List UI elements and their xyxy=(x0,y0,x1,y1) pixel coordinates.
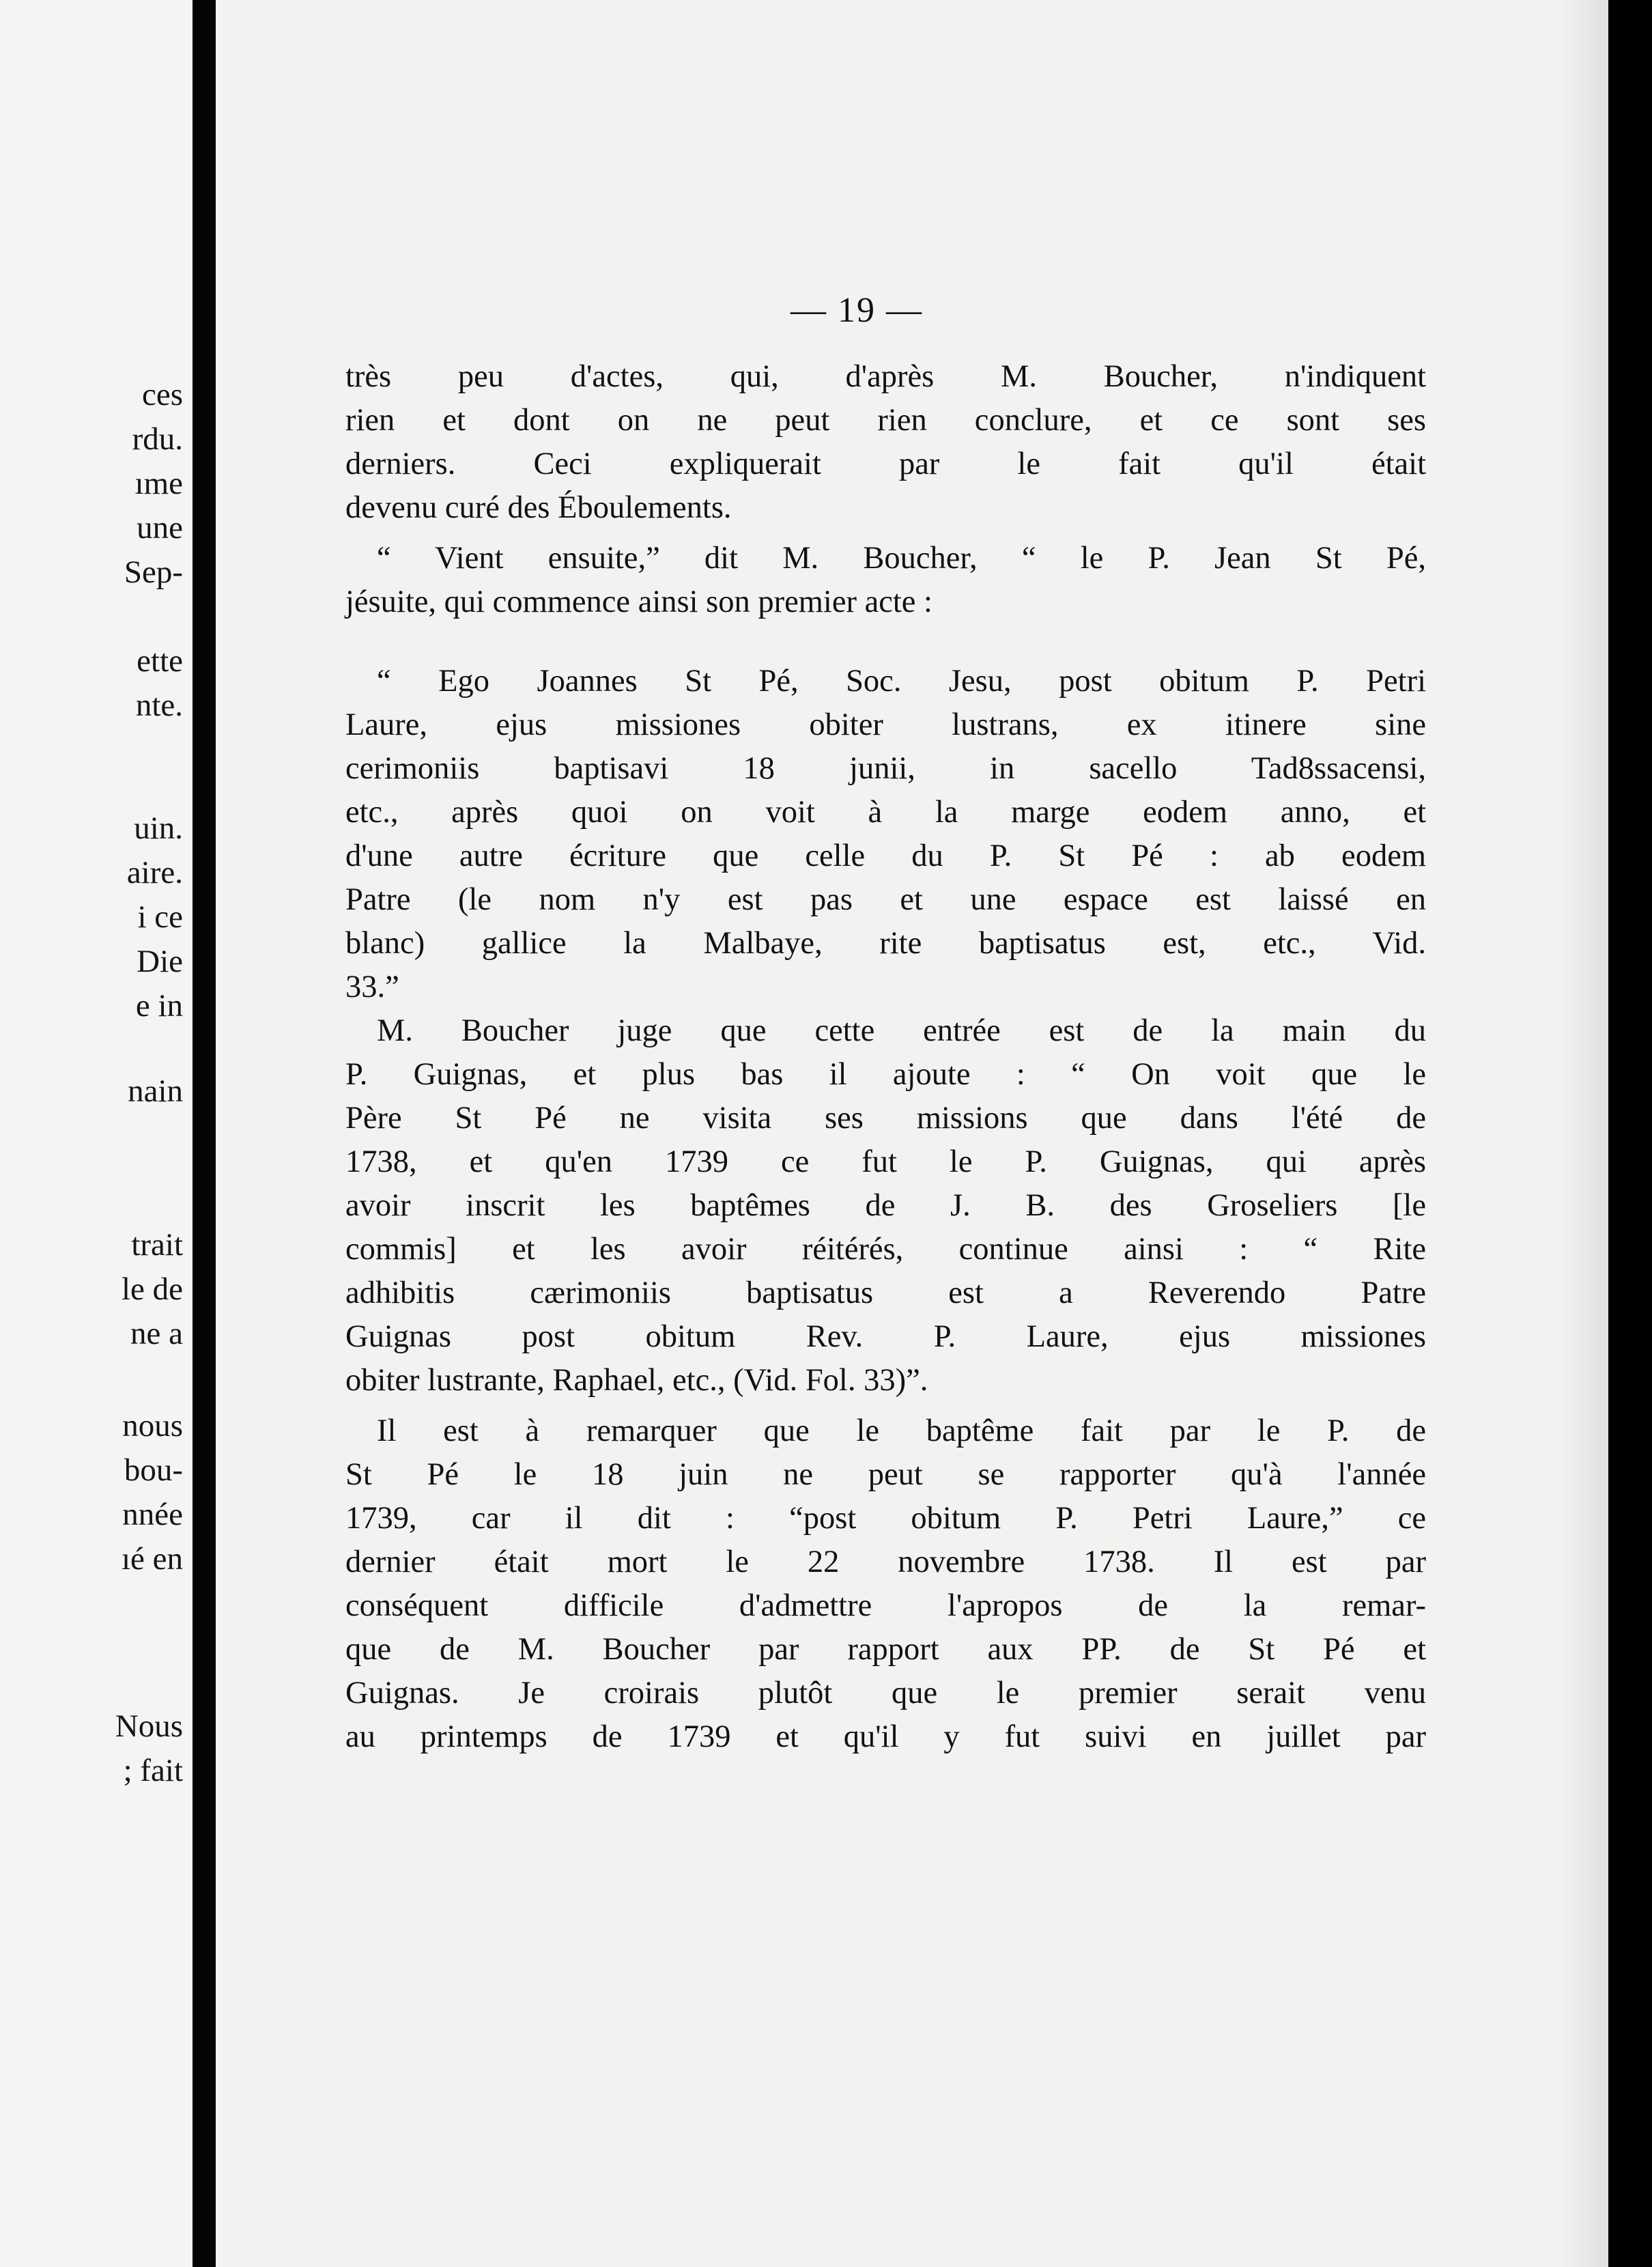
text-line: que de M. Boucher par rapport aux PP. de St Pé et xyxy=(345,1632,1426,1667)
text-line: Il est à remarquer que le baptême fait par le P. de xyxy=(377,1413,1426,1448)
left-fragment: nte. xyxy=(135,688,183,723)
text-line: obiter lustrante, Raphael, etc., (Vid. Fol. 33)”. xyxy=(345,1363,928,1398)
text-line: 1738, et qu'en 1739 ce fut le P. Guignas, qui après xyxy=(345,1144,1426,1179)
text-line: blanc) gallice la Malbaye, rite baptisatus est, etc., Vid. xyxy=(345,926,1426,961)
left-fragment: rdu. xyxy=(132,421,183,457)
left-fragment: e in xyxy=(135,988,183,1024)
text-line: conséquent difficile d'admettre l'apropos de la remar- xyxy=(345,1588,1426,1623)
text-line: St Pé le 18 juin ne peut se rapporter qu'à l'année xyxy=(345,1457,1426,1492)
text-line: M. Boucher juge que cette entrée est de la main du xyxy=(377,1013,1426,1048)
book-gutter xyxy=(193,0,216,2267)
left-fragment: ıme xyxy=(134,466,183,501)
text-line: 33.” xyxy=(345,970,399,1004)
text-line: très peu d'actes, qui, d'après M. Boucher, n'indiquent xyxy=(345,359,1426,394)
left-fragment: bou- xyxy=(124,1452,183,1488)
left-fragment: nous xyxy=(122,1408,183,1444)
text-line: Père St Pé ne visita ses missions que dans l'été de xyxy=(345,1101,1426,1136)
page-edge-shadow xyxy=(1561,0,1608,2267)
text-line: 1739, car il dit : “post obitum P. Petri Laure,” ce xyxy=(345,1501,1426,1536)
left-fragment: ette xyxy=(137,643,183,679)
left-fragment: le de xyxy=(121,1271,183,1307)
text-line: avoir inscrit les baptêmes de J. B. des Groseliers [le xyxy=(345,1188,1426,1223)
text-line: commis] et les avoir réitérés, continue ainsi : “ Rite xyxy=(345,1232,1426,1267)
left-fragment: i ce xyxy=(137,899,183,935)
text-line: “ Ego Joannes St Pé, Soc. Jesu, post obitum P. Petri xyxy=(377,664,1426,699)
left-fragment: Nous xyxy=(115,1708,183,1744)
text-line: Guignas post obitum Rev. P. Laure, ejus missiones xyxy=(345,1319,1426,1354)
body-text xyxy=(345,355,1426,1759)
left-fragment: nain xyxy=(128,1073,183,1109)
text-line: Patre (le nom n'y est pas et une espace est laissé en xyxy=(345,882,1426,917)
left-fragment: ne a xyxy=(130,1316,183,1351)
left-fragment: uin. xyxy=(134,811,183,846)
left-fragment: trait xyxy=(131,1227,183,1263)
left-fragment: nnée xyxy=(122,1497,183,1532)
right-page xyxy=(216,0,1608,2267)
left-fragment: Sep- xyxy=(124,554,183,590)
left-fragment: une xyxy=(137,510,183,546)
text-line: cerimoniis baptisavi 18 junii, in sacello Tad8ssacensi, xyxy=(345,751,1426,786)
text-line: jésuite, qui commence ainsi son premier acte : xyxy=(345,585,932,619)
text-line: devenu curé des Éboulements. xyxy=(345,490,732,525)
text-line: d'une autre écriture que celle du P. St Pé : ab eodem xyxy=(345,839,1426,873)
text-line: au printemps de 1739 et qu'il y fut suivi en juillet par xyxy=(345,1719,1426,1754)
text-line: Guignas. Je croirais plutôt que le premier serait venu xyxy=(345,1676,1426,1710)
text-line: Laure, ejus missiones obiter lustrans, ex itinere sine xyxy=(345,707,1426,742)
left-fragment: ; fait xyxy=(123,1753,183,1788)
left-fragment: Die xyxy=(137,944,183,979)
text-line: etc., après quoi on voit à la marge eodem anno, et xyxy=(345,795,1426,830)
text-line: derniers. Ceci expliquerait par le fait qu'il était xyxy=(345,447,1426,481)
left-page-edge xyxy=(0,0,193,2267)
left-fragment: ces xyxy=(141,377,183,412)
text-line: dernier était mort le 22 novembre 1738. Il est par xyxy=(345,1545,1426,1579)
text-line: rien et dont on ne peut rien conclure, et ce sont ses xyxy=(345,403,1426,438)
text-line: adhibitis cærimoniis baptisatus est a Reverendo Patre xyxy=(345,1276,1426,1310)
page-number: — 19 — xyxy=(791,291,923,330)
text-line: P. Guignas, et plus bas il ajoute : “ On voit que le xyxy=(345,1057,1426,1092)
text-line: “ Vient ensuite,” dit M. Boucher, “ le P. Jean St Pé, xyxy=(377,541,1426,576)
left-fragment: aire. xyxy=(126,855,183,890)
left-fragment: ıé en xyxy=(121,1541,183,1577)
